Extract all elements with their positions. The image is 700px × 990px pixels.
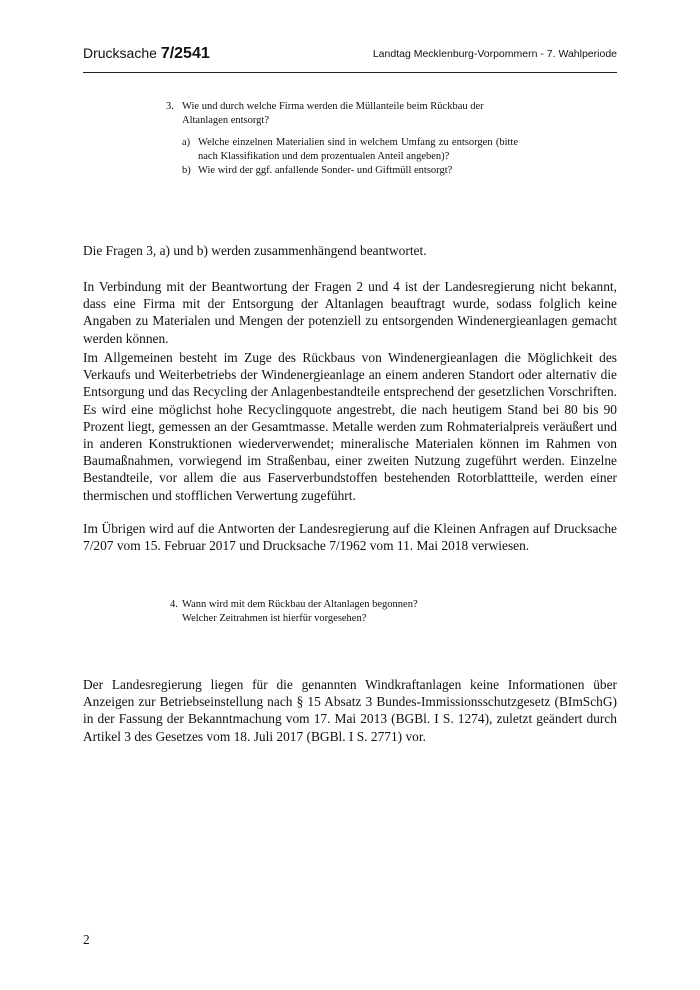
- answer-paragraph: Der Landesregierung liegen für die genannten Windkraftanlagen keine Informationen über Anzeigen zur Betriebseinstellung nach § 15 Absatz 3 Bundes-Immissionsschutzgesetz (BImSchG) in der Fassung der Bekanntmachung vom 17. Mai 2013 (BGBl. I S. 1274), zuletzt geändert durch Artikel 3 des Gesetzes vom 18. Juli 2017 (BGBl. I S. 2771) vor.: [83, 677, 617, 744]
- question-number: 3.: [166, 101, 174, 112]
- doc-number: 7/2541: [160, 45, 210, 62]
- answer-paragraph: Im Allgemeinen besteht im Zuge des Rückbaus von Windenergieanlagen die Möglichkeit des Verkaufs und Weiterbetriebs der Windenergieanlage an einem anderen Standort oder alternativ die Entsorgung und das Recycling der Anlagenbestandteile entsprechend der gesetzlichen Vorschriften. Es wird eine möglichst hohe Recyclingquote angestrebt, die nach heutigem Stand bei 80 bis 90 Prozent liegt, gemessen an der Gesamtmasse. Metalle werden zum Rohmaterialpreis veräußert und in anderen Konstruktionen wiederverwendet; mineralische Materialen können im Rahmen von Baumaßnahmen, vorwiegend im Straßenbau, einer zweiten Nutzung zugeführt werden. Einzelne Bestandteile, vor allem die aus Faserverbundstoffen bestehenden Rotorblattteile, werden einer thermischen und stofflichen Verwertung zugeführt.: [83, 350, 617, 503]
- question-number: 4.: [170, 599, 178, 610]
- answer-paragraph: Im Übrigen wird auf die Antworten der Landesregierung auf die Kleinen Anfragen auf Drucksache 7/207 vom 15. Februar 2017 und Drucksache 7/1962 vom 11. Mai 2018 verwiesen.: [83, 521, 617, 554]
- question-line: Welcher Zeitrahmen ist hierfür vorgesehen?: [182, 613, 367, 624]
- sub-question-label: b): [182, 165, 191, 176]
- document-reference: [83, 45, 210, 63]
- answer-paragraph: In Verbindung mit der Beantwortung der Fragen 2 und 4 ist der Landesregierung nicht bekannt, dass eine Firma mit der Entsorgung der Altanlagen beauftragt wurde, sodass folglich keine Angaben zu Materialen und Mengen der potenziell zu entsorgenden Windenergieanlagen gemacht werden können.: [83, 279, 617, 346]
- doc-label: Drucksache: [83, 45, 157, 61]
- question-3: [166, 100, 518, 178]
- sub-question-text: Wie wird der ggf. anfallende Sonder- und Giftmüll entsorgt?: [198, 165, 453, 176]
- page-number: 2: [83, 932, 90, 947]
- sub-questions: [166, 136, 518, 178]
- parliament-title: Landtag Mecklenburg-Vorpommern - 7. Wahlperiode: [372, 48, 617, 60]
- question-4: [166, 598, 518, 626]
- question-text: [182, 598, 418, 626]
- answer-paragraph: Die Fragen 3, a) und b) werden zusammenhängend beantwortet.: [83, 243, 427, 258]
- sub-question-b: [182, 164, 518, 178]
- sub-question-a: [182, 136, 518, 164]
- sub-question-text: Welche einzelnen Materialien sind in welchem Umfang zu entsorgen (bitte nach Klassifikation und dem prozentualen Anteil angeben)?: [198, 137, 518, 162]
- page-header: [83, 44, 617, 73]
- question-line: Wann wird mit dem Rückbau der Altanlagen begonnen?: [182, 599, 418, 610]
- question-text: Wie und durch welche Firma werden die Müllanteile beim Rückbau der Altanlagen entsorgt?: [182, 101, 484, 126]
- sub-question-label: a): [182, 137, 191, 148]
